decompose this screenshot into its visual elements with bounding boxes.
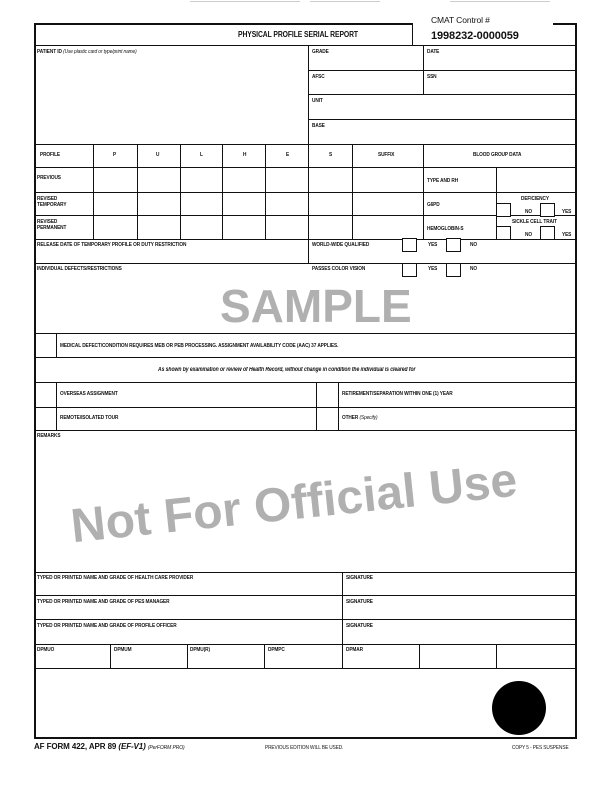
sickle-yes-checkbox[interactable]	[540, 226, 555, 240]
rule	[496, 644, 497, 668]
rule	[308, 45, 309, 144]
deficiency-no-label: NO	[525, 209, 532, 215]
rule	[34, 572, 577, 573]
rule	[34, 23, 36, 738]
rule	[34, 357, 577, 358]
watermark-not-official: Not For Official Use	[68, 453, 520, 554]
grade-label[interactable]: GRADE	[312, 49, 329, 55]
e-header: E	[286, 152, 290, 158]
office-dpmur[interactable]: DPMU(R)	[190, 647, 211, 653]
rule	[34, 737, 577, 739]
faint-rule	[310, 1, 380, 2]
rule	[187, 644, 188, 668]
rule	[56, 333, 57, 357]
overseas-label: OVERSEAS ASSIGNMENT	[60, 391, 118, 397]
pes-signature-label[interactable]: SIGNATURE	[346, 599, 373, 605]
remarks-label[interactable]: REMARKS	[37, 433, 61, 439]
hemoglobin-label: HEMOGLOBIN-S	[427, 226, 464, 232]
wwq-no-label: NO	[470, 242, 477, 248]
office-dpmum[interactable]: DPMUM	[114, 647, 132, 653]
row-revised-permanent: REVISED PERMANENT	[37, 219, 67, 231]
rule	[264, 644, 265, 668]
retirement-checkbox[interactable]	[316, 383, 338, 407]
color-no-checkbox[interactable]	[446, 263, 461, 277]
afsc-label[interactable]: AFSC	[312, 74, 325, 80]
cmat-label: CMAT Control #	[431, 15, 490, 25]
defects-label[interactable]: INDIVIDUAL DEFECTS/RESTRICTIONS	[37, 266, 122, 272]
deficiency-label: DEFICIENCY	[521, 196, 549, 202]
provider-label[interactable]: TYPED OR PRINTED NAME AND GRADE OF HEALTH CARE PROVIDER	[37, 575, 194, 581]
sickle-yes-label: YES	[562, 232, 572, 238]
rule	[34, 668, 577, 669]
officer-label[interactable]: TYPED OR PRINTED NAME AND GRADE OF PROFILE OFFICER	[37, 623, 177, 629]
other-label: OTHER (Specify)	[342, 415, 378, 421]
color-yes-checkbox[interactable]	[402, 263, 417, 277]
provider-signature-label[interactable]: SIGNATURE	[346, 575, 373, 581]
color-vision-label: PASSES COLOR VISION	[312, 266, 366, 272]
sickle-label: SICKLE CELL TRAIT	[512, 219, 557, 225]
edition-note: PREVIOUS EDITION WILL BE USED.	[265, 745, 344, 751]
u-header: U	[156, 152, 160, 158]
rule	[34, 23, 412, 25]
color-no-label: NO	[470, 266, 477, 272]
overseas-checkbox[interactable]	[34, 383, 56, 407]
faint-rule	[190, 1, 300, 2]
office-dpmpc[interactable]: DPMPC	[268, 647, 285, 653]
suffix-header: SUFFIX	[378, 152, 395, 158]
sickle-no-checkbox[interactable]	[496, 226, 511, 240]
ssn-label[interactable]: SSN	[427, 74, 437, 80]
rule	[34, 382, 577, 383]
copy-note: COPY 5 - PES SUSPENSE	[512, 745, 569, 751]
rule	[34, 144, 577, 145]
type-rh-label: TYPE AND RH	[427, 178, 459, 184]
cleared-statement: As shown by examination or review of Health Record, without change in condition the individual is cleared for	[158, 367, 416, 373]
other-checkbox[interactable]	[316, 408, 338, 430]
date-label[interactable]: DATE	[427, 49, 440, 55]
patient-id-label[interactable]: PATIENT ID (Use plastic card or type/print name)	[37, 49, 137, 55]
rule	[34, 333, 577, 334]
wwq-label: WORLD-WIDE QUALIFIED	[312, 242, 370, 248]
retirement-label: RETIREMENT/SEPARATION WITHIN ONE (1) YEAR	[342, 391, 453, 397]
remote-checkbox[interactable]	[34, 408, 56, 430]
sickle-no-label: NO	[525, 232, 532, 238]
blood-group-title: BLOOD GROUP DATA	[473, 152, 522, 158]
rule	[412, 23, 413, 45]
rule	[34, 45, 577, 46]
rule	[338, 382, 339, 430]
rule	[575, 23, 577, 738]
rule	[34, 595, 577, 596]
h-header: H	[243, 152, 247, 158]
p-header: P	[113, 152, 117, 158]
wwq-no-checkbox[interactable]	[446, 238, 461, 252]
profile-header: PROFILE	[40, 152, 61, 158]
rule	[308, 239, 309, 263]
deficiency-yes-label: YES	[562, 209, 572, 215]
s-header: S	[329, 152, 333, 158]
wwq-yes-label: YES	[428, 242, 438, 248]
medical-defect-checkbox[interactable]	[34, 334, 56, 357]
rule	[342, 572, 343, 668]
base-label[interactable]: BASE	[312, 123, 325, 129]
release-date-label[interactable]: RELEASE DATE OF TEMPORARY PROFILE OR DUTY RESTRICTION	[37, 242, 187, 248]
rule	[423, 45, 424, 94]
rule	[308, 119, 577, 120]
watermark-sample: SAMPLE	[220, 280, 412, 332]
remote-label: REMOTE/ISOLATED TOUR	[60, 415, 119, 421]
rule	[34, 407, 577, 408]
unit-label[interactable]: UNIT	[312, 98, 323, 104]
color-yes-label: YES	[428, 266, 438, 272]
rule	[553, 23, 576, 25]
rule	[419, 644, 420, 668]
medical-defect-label: MEDICAL DEFECT/CONDITION REQUIRES MEB OR PEB PROCESSING. ASSIGNMENT AVAILABILITY CODE (AAC) 37 APPLIES.	[60, 343, 339, 349]
rule	[56, 382, 57, 430]
deficiency-no-checkbox[interactable]	[496, 203, 511, 217]
deficiency-yes-checkbox[interactable]	[540, 203, 555, 217]
officer-signature-label[interactable]: SIGNATURE	[346, 623, 373, 629]
g6pd-label: G6PD	[427, 202, 440, 208]
rule	[34, 430, 577, 431]
form-title: PHYSICAL PROFILE SERIAL REPORT	[238, 30, 358, 39]
office-dpmar[interactable]: DPMAR	[346, 647, 364, 653]
row-previous: PREVIOUS	[37, 175, 61, 181]
rule	[308, 94, 577, 95]
l-header: L	[200, 152, 203, 158]
wwq-yes-checkbox[interactable]	[402, 238, 417, 252]
rule	[308, 70, 577, 71]
office-dpmuo[interactable]: DPMUO	[37, 647, 55, 653]
form-number: AF FORM 422, APR 89 (EF-V1) (PerFORM PRO)	[34, 742, 185, 751]
rule	[34, 263, 577, 264]
rule	[110, 644, 111, 668]
pes-label[interactable]: TYPED OR PRINTED NAME AND GRADE OF PES MANAGER	[37, 599, 170, 605]
row-revised-temporary: REVISED TEMPORARY	[37, 196, 67, 208]
punch-hole-mark	[492, 681, 546, 735]
cmat-number: 1998232-0000059	[431, 30, 519, 42]
faint-rule	[450, 1, 550, 2]
rule	[34, 619, 577, 620]
